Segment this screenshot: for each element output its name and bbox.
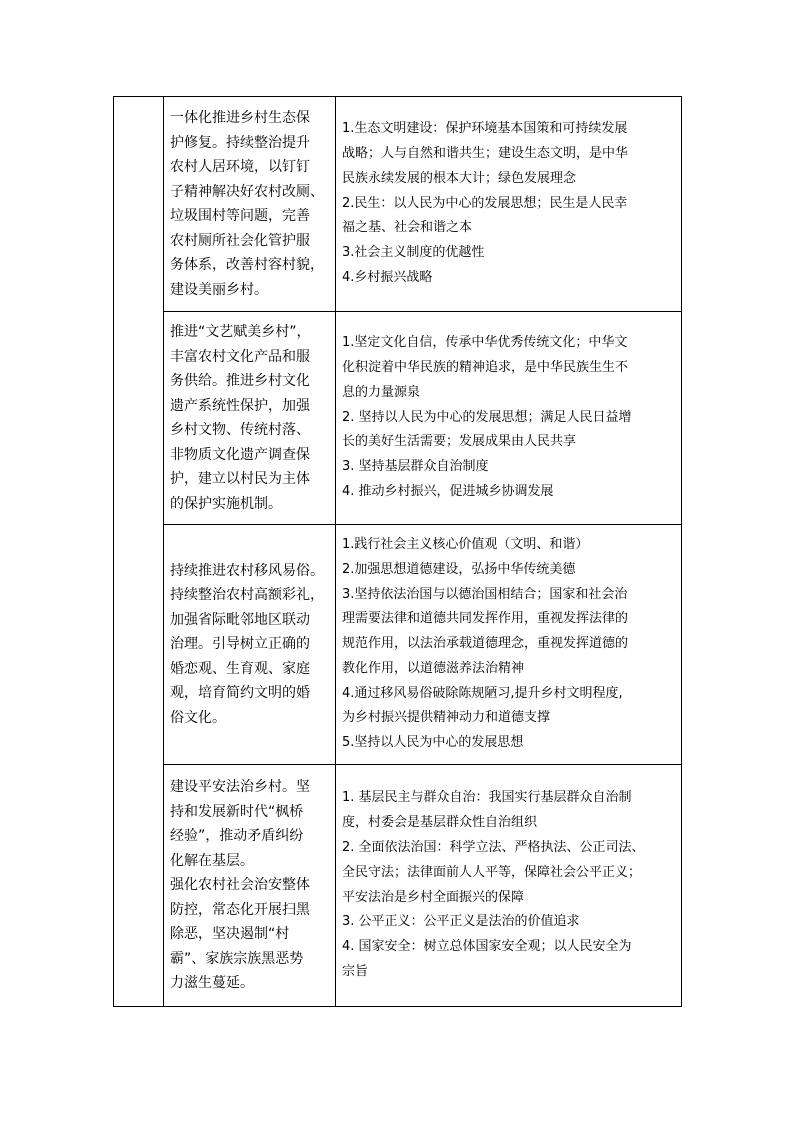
knowledge-cell (336, 765, 682, 1007)
text-line: 2. 全面依法治国：科学立法、严格执法、公正司法、 (342, 839, 645, 855)
text-line: 农村人居环境，以钉钉 (170, 159, 310, 175)
text-line: 力滋生蔓延。 (170, 975, 254, 992)
table-row (114, 765, 682, 1007)
measure-text (164, 318, 335, 518)
text-line: 护，建立以村民为主体 (170, 471, 310, 487)
text-line: 民族永续发展的根本大计；绿色发展理念 (342, 170, 577, 186)
text-line: 一体化推进乡村生态保 (170, 110, 310, 126)
text-line: 度，村委会是基层群众性自治组织 (342, 815, 538, 831)
text-line: 2.民生：以人民为中心的发展思想；民生是人民幸 (342, 195, 628, 211)
knowledge-text (336, 531, 681, 758)
text-line: 战略；人与自然和谐共生；建设生态文明，是中华 (342, 146, 629, 161)
text-line: 规范作用，以法治承载道德理念，重视发挥道德的 (342, 636, 629, 652)
knowledge-text (336, 329, 681, 507)
text-line: 观，培育简约文明的婚 (170, 685, 310, 702)
measure-cell (164, 97, 336, 312)
text-line: 福之基、社会和谐之本 (342, 220, 473, 236)
table-row (114, 525, 682, 765)
text-line: 持续推进农村移风易俗。 (170, 562, 324, 579)
text-line: 乡村文物、传统村落、 (170, 422, 310, 438)
text-line: 俗文化。 (170, 709, 226, 726)
knowledge-cell (336, 97, 682, 312)
category-cell (114, 97, 164, 1007)
text-line: 非物质文化遗产调查保 (170, 446, 310, 463)
text-line: 为乡村振兴提供精神动力和道德支撑 (342, 710, 551, 726)
text-line: 遗产系统性保护，加强 (170, 397, 310, 414)
text-line: 加强省际毗邻地区联动 (170, 611, 310, 628)
measure-cell (164, 525, 336, 765)
measure-cell (164, 765, 336, 1007)
text-line: 化积淀着中华民族的精神追求，是中华民族生生不 (342, 360, 629, 375)
text-line: 务体系，改善村容村貌， (170, 257, 324, 273)
text-line: 平安法治是乡村全面振兴的保障 (342, 889, 525, 905)
text-line: 的保护实施机制。 (170, 495, 282, 512)
text-line: 婚恋观、生育观、家庭 (170, 660, 310, 677)
text-line: 化解在基层。 (170, 852, 254, 869)
text-line: 护修复。持续整治提升 (170, 134, 310, 151)
text-line: 理需要法律和道德共同发挥作用，重视发挥法律的 (342, 611, 629, 627)
text-line: 全民守法；法律面前人人平等，保障社会公平正义； (342, 864, 642, 880)
text-line: 丰富农村文化产品和服 (170, 348, 310, 365)
text-line: 教化作用，以道德滋养法治精神 (342, 660, 525, 676)
text-line: 1. 基层民主与群众自治：我国实行基层群众自治制 (342, 790, 632, 806)
text-line: 3.社会主义制度的优越性 (342, 245, 485, 261)
text-line: 子精神解决好农村改厕、 (170, 183, 324, 200)
text-line: 农村厕所社会化管护服 (170, 232, 310, 249)
text-line: 3. 坚持基层群众自治制度 (342, 459, 489, 475)
text-line: 2.加强思想道德建设，弘扬中华传统美德 (342, 561, 576, 577)
text-line: 息的力量源泉 (342, 384, 421, 400)
text-line: 强化农村社会治安整体 (170, 877, 310, 894)
text-line: 3. 公平正义：公平正义是法治的价值追求 (342, 914, 580, 930)
text-line: 4. 国家安全：树立总体国家安全观；以人民安全为 (342, 939, 632, 955)
text-line: 持续整治农村高额彩礼， (170, 587, 324, 604)
text-line: 防控，常态化开展扫黑 (170, 901, 310, 918)
policy-knowledge-table (113, 96, 682, 1007)
measure-text (164, 773, 335, 998)
text-line: 1.坚定文化自信，传承中华优秀传统文化；中华文 (342, 335, 628, 351)
knowledge-cell (336, 312, 682, 525)
text-line: 经验”，推动矛盾纠纷 (170, 828, 304, 845)
text-line: 垃圾围村等问题，完善 (170, 208, 310, 224)
measure-cell (164, 312, 336, 525)
text-line: 1.践行社会主义核心价值观（文明、和谐） (342, 536, 589, 552)
text-line: 除恶，坚决遏制“村 (170, 926, 290, 943)
text-line: 宗旨 (342, 963, 369, 979)
measure-text (164, 557, 335, 733)
text-line: 治理。引导树立正确的 (170, 636, 310, 653)
text-line: 建设平安法治乡村。坚 (170, 779, 310, 796)
table-body (114, 97, 682, 1007)
table-row (114, 97, 682, 312)
text-line: 建设美丽乡村。 (170, 281, 268, 298)
measure-text (164, 104, 335, 304)
table-row (114, 312, 682, 525)
text-line: 4. 推动乡村振兴，促进城乡协调发展 (342, 483, 554, 499)
text-line: 3.坚持依法治国与以德治国相结合；国家和社会治 (342, 586, 628, 602)
knowledge-cell (336, 525, 682, 765)
text-line: 1.生态文明建设：保护环境基本国策和可持续发展 (342, 121, 628, 137)
text-line: 4.乡村振兴战略 (342, 269, 433, 285)
text-line: 5.坚持以人民为中心的发展思想 (342, 735, 524, 751)
text-line: 推进“文艺赋美乡村”， (170, 324, 311, 340)
text-line: 4.通过移风易俗破除陈规陋习,提升乡村文明程度, (342, 685, 623, 701)
knowledge-text (336, 784, 681, 986)
text-line: 务供给。推进乡村文化 (170, 373, 310, 389)
text-line: 霸”、家族宗族黑恶势 (170, 950, 304, 967)
text-line: 持和发展新时代“枫桥 (170, 803, 304, 820)
text-line: 长的美好生活需要；发展成果由人民共享 (342, 434, 577, 450)
text-line: 2. 坚持以人民为中心的发展思想；满足人民日益增 (342, 409, 632, 425)
knowledge-text (336, 115, 681, 293)
